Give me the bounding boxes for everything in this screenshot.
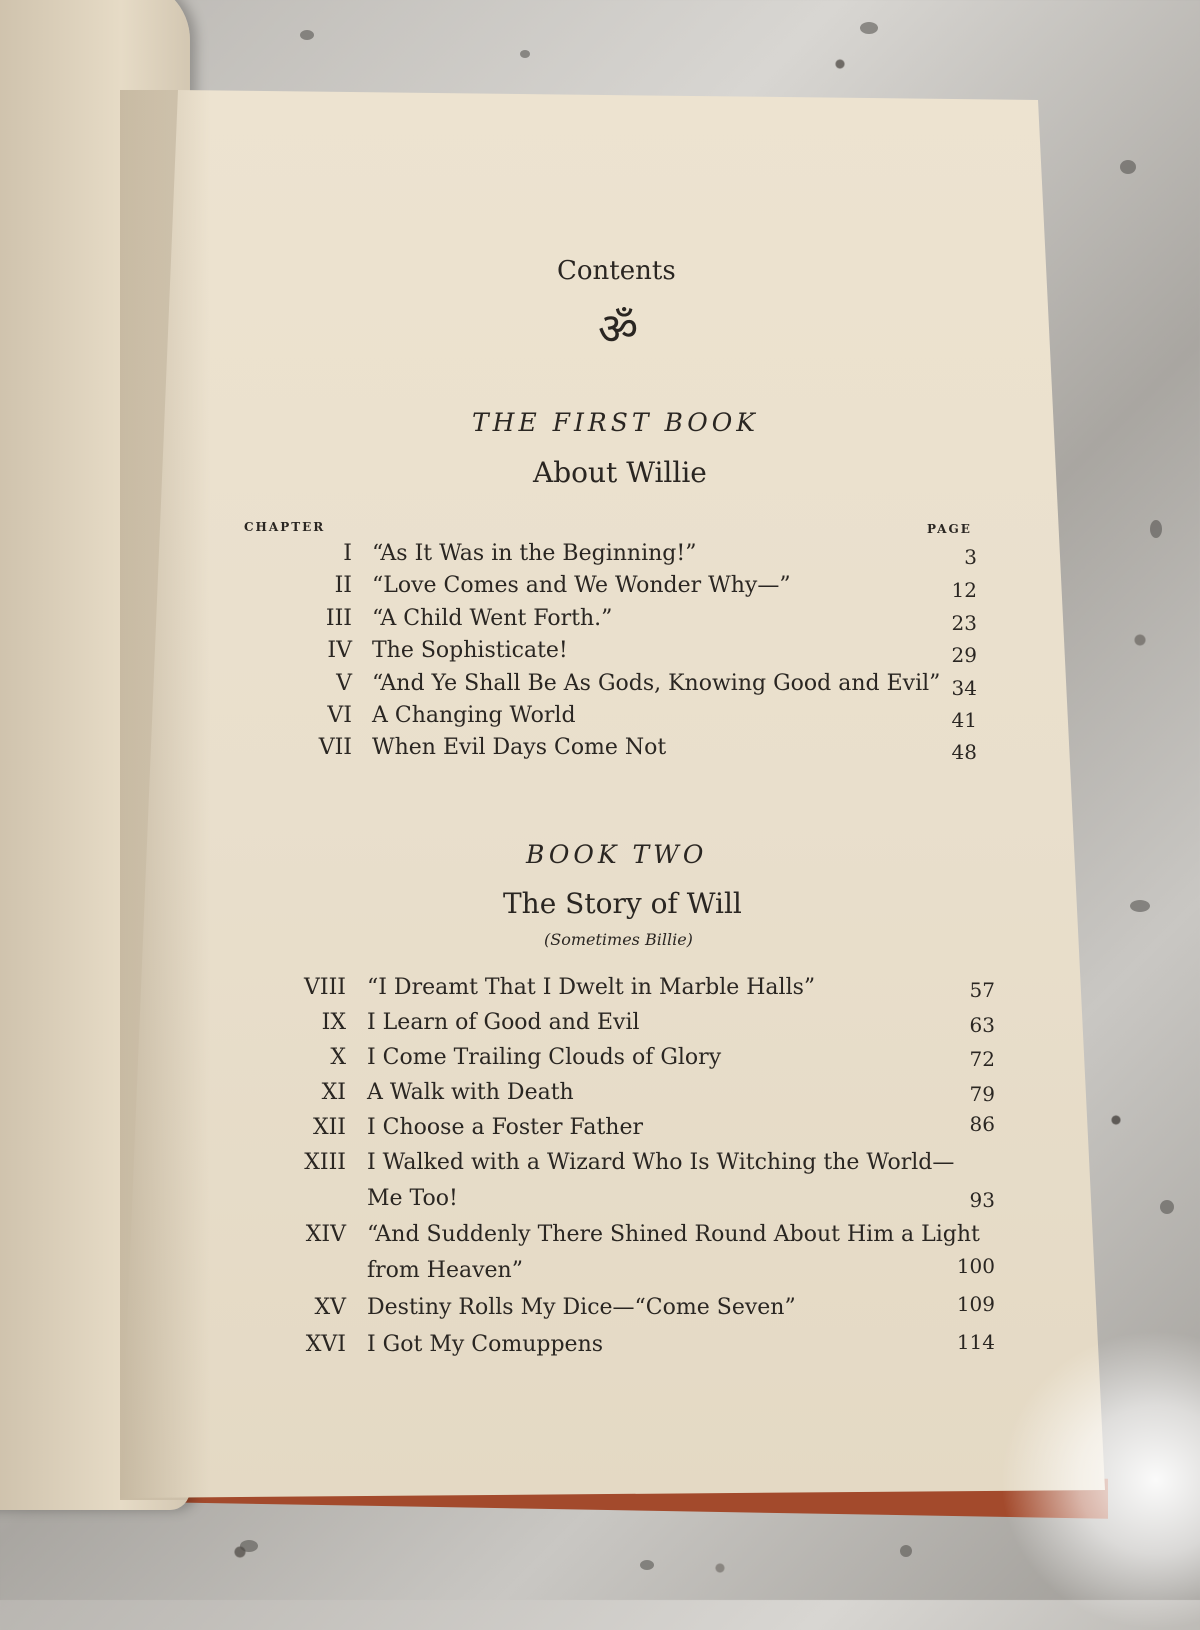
chapter-title-continuation[interactable]: from Heaven” — [367, 1258, 523, 1283]
chapter-roman: XI — [321, 1080, 346, 1105]
chapter-page-number: 41 — [951, 708, 977, 732]
chapter-roman: XVI — [305, 1332, 346, 1357]
chapter-roman: VI — [327, 703, 352, 728]
ornament-icon: ॐ — [598, 304, 639, 355]
granite-speck — [240, 1540, 258, 1552]
book-one-heading: THE FIRST BOOK — [472, 408, 759, 437]
chapter-page-number: 114 — [956, 1330, 995, 1354]
chapter-page-number: 86 — [969, 1112, 995, 1136]
chapter-page-number: 100 — [956, 1254, 995, 1278]
chapter-roman: IV — [327, 638, 352, 663]
granite-speck — [860, 22, 878, 34]
chapter-title[interactable]: “As It Was in the Beginning!” — [372, 541, 697, 566]
chapter-title[interactable]: When Evil Days Come Not — [372, 735, 667, 760]
chapter-roman: XIII — [304, 1150, 346, 1175]
chapter-title[interactable]: “And Ye Shall Be As Gods, Knowing Good and Evil” — [372, 671, 941, 696]
granite-speck — [1160, 1200, 1174, 1214]
chapter-title[interactable]: The Sophisticate! — [372, 638, 568, 663]
granite-speck — [900, 1545, 912, 1557]
chapter-title[interactable]: “And Suddenly There Shined Round About Him a Light — [367, 1222, 980, 1247]
chapter-roman: II — [334, 573, 352, 598]
granite-speck — [1120, 160, 1136, 174]
chapter-roman: VIII — [304, 975, 346, 1000]
chapter-roman: XV — [314, 1295, 346, 1320]
chapter-page-number: 48 — [951, 740, 977, 764]
chapter-title[interactable]: “Love Comes and We Wonder Why—” — [372, 573, 791, 598]
chapter-roman: I — [343, 541, 352, 566]
granite-speck — [300, 30, 314, 40]
contents-title: Contents — [557, 256, 676, 286]
granite-speck — [640, 1560, 654, 1570]
chapter-title[interactable]: “I Dreamt That I Dwelt in Marble Halls” — [367, 975, 816, 1000]
chapter-title[interactable]: I Got My Comuppens — [367, 1332, 604, 1357]
book-two-title: The Story of Will — [503, 887, 742, 920]
chapter-title[interactable]: A Walk with Death — [367, 1080, 574, 1105]
chapter-title[interactable]: “A Child Went Forth.” — [372, 606, 613, 631]
chapter-title[interactable]: I Come Trailing Clouds of Glory — [367, 1045, 722, 1070]
granite-speck — [1130, 900, 1150, 912]
book-two-subtitle: (Sometimes Billie) — [544, 930, 693, 949]
chapter-column-label: CHAPTER — [244, 520, 326, 534]
chapter-page-number: 109 — [956, 1292, 995, 1316]
chapter-roman: X — [330, 1045, 346, 1070]
chapter-roman: XII — [312, 1115, 346, 1140]
chapter-page-number: 34 — [951, 676, 977, 700]
page-column-label: PAGE — [927, 522, 972, 536]
chapter-page-number: 72 — [969, 1047, 995, 1071]
chapter-title[interactable]: I Choose a Foster Father — [367, 1115, 643, 1140]
chapter-roman: V — [336, 671, 352, 696]
chapter-title[interactable]: A Changing World — [372, 703, 576, 728]
chapter-page-number: 93 — [969, 1188, 995, 1212]
chapter-title[interactable]: Destiny Rolls My Dice—“Come Seven” — [367, 1295, 796, 1320]
chapter-page-number: 3 — [964, 545, 977, 569]
chapter-roman: VII — [318, 735, 352, 760]
chapter-title[interactable]: I Walked with a Wizard Who Is Witching the World— — [367, 1150, 955, 1175]
granite-speck — [520, 50, 530, 58]
chapter-title[interactable]: I Learn of Good and Evil — [367, 1010, 640, 1035]
chapter-page-number: 57 — [969, 978, 995, 1002]
chapter-page-number: 79 — [969, 1082, 995, 1106]
book-two-heading: BOOK TWO — [526, 840, 708, 869]
chapter-page-number: 23 — [951, 611, 977, 635]
chapter-title-continuation[interactable]: Me Too! — [367, 1186, 458, 1211]
chapter-roman: IX — [321, 1010, 346, 1035]
chapter-page-number: 63 — [969, 1013, 995, 1037]
book-one-title: About Willie — [533, 456, 707, 489]
granite-speck — [1150, 520, 1162, 538]
chapter-roman: XIV — [305, 1222, 346, 1247]
chapter-roman: III — [325, 606, 352, 631]
chapter-page-number: 12 — [951, 578, 977, 602]
chapter-page-number: 29 — [951, 643, 977, 667]
